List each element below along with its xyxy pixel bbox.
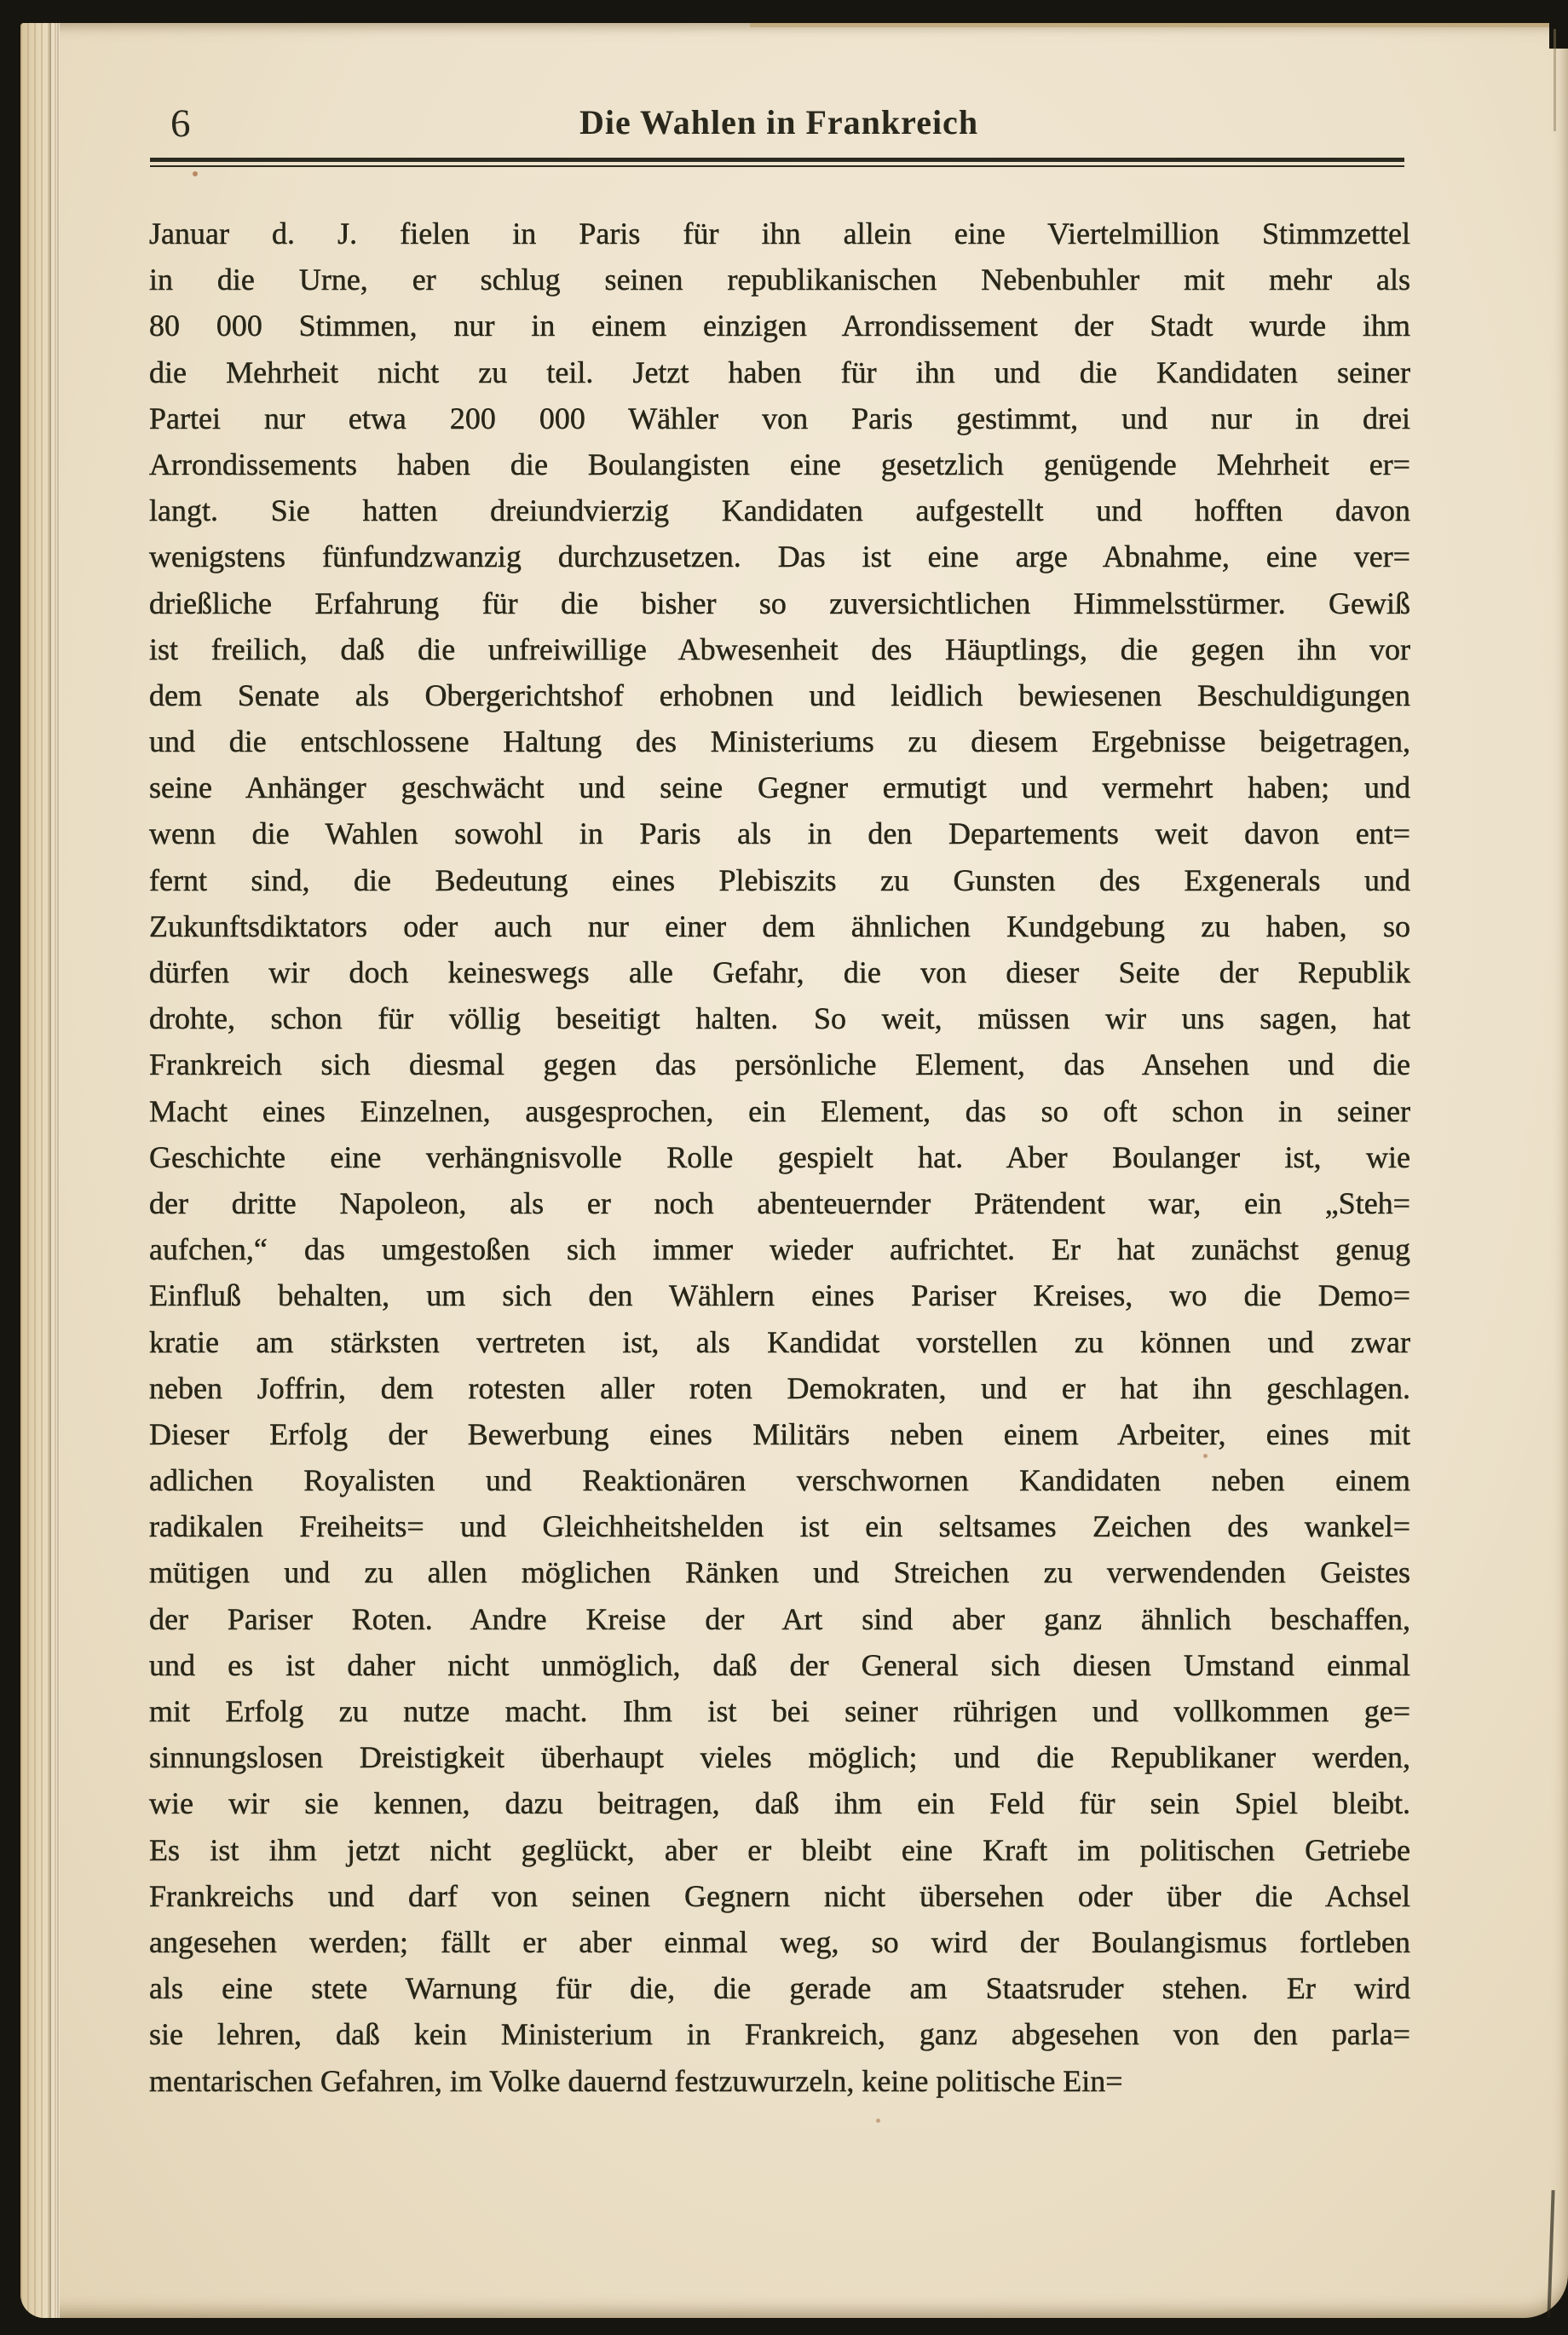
text-line: wenigstens fünfundzwanzig durchzusetzen. Das ist eine arge Abnahme, eine ver= [149,539,1410,574]
text-line: in die Urne, er schlug seinen republikanischen Nebenbuhler mit mehr als [149,262,1410,297]
text-line: aufchen,“ das umgestoßen sich immer wieder aufrichtet. Er hat zunächst genug [149,1232,1410,1267]
text-line: mit Erfolg zu nutze macht. Ihm ist bei seiner rührigen und vollkommen ge= [149,1694,1410,1728]
text-line: wenn die Wahlen sowohl in Paris als in den Departements weit davon ent= [149,816,1410,851]
text-line: kratie am stärksten vertreten ist, als Kandidat vorstellen zu können und zwar [149,1324,1410,1359]
text-line: seine Anhänger geschwächt und seine Gegner ermutigt und vermehrt haben; und [149,770,1410,805]
foxing-speck [193,171,198,176]
header-rule-thin [150,165,1404,167]
text-line: sie lehren, daß kein Ministerium in Frankreich, ganz abgesehen von den parla= [149,2017,1410,2052]
foxing-speck [876,2119,880,2123]
text-line: fernt sind, die Bedeutung eines Plebiszits zu Gunsten des Exgenerals und [149,862,1410,897]
text-line: dürfen wir doch keineswegs alle Gefahr, die von dieser Seite der Republik [149,955,1410,989]
header-rule-thick [150,158,1404,162]
text-line: mütigen und zu allen möglichen Ränken und Streichen zu verwendenden Geistes [149,1555,1410,1590]
page-stack-line [49,23,51,2318]
text-line: Es ist ihm jetzt nicht geglückt, aber er bleibt eine Kraft im politischen Getriebe [149,1832,1410,1867]
background-corner [1549,23,1568,49]
text-line: dem Senate als Obergerichtshof erhobnen und leidlich bewiesenen Beschuldigungen [149,677,1410,712]
text-line: ist freilich, daß die unfreiwillige Abwesenheit des Häuptlings, die gegen ihn vor [149,631,1410,666]
text-line: drohte, schon für völlig beseitigt halten. So weit, müssen wir uns sagen, hat [149,1001,1410,1036]
page-right-edge-shadow [1554,29,1556,131]
text-line: und es ist daher nicht unmöglich, daß der General sich diesen Umstand einmal [149,1647,1410,1682]
text-line: langt. Sie hatten dreiundvierzig Kandidaten aufgestellt und hofften davon [149,493,1410,528]
page-top-edge [750,23,1568,27]
text-line: die Mehrheit nicht zu teil. Jetzt haben für ihn und die Kandidaten seiner [149,355,1410,389]
text-line: Frankreichs und darf von seinen Gegnern nicht übersehen oder über die Achsel [149,1878,1410,1913]
text-line: Januar d. J. fielen in Paris für ihn allein eine Viertelmillion Stimmzettel [149,216,1410,251]
text-line: Macht eines Einzelnen, ausgesprochen, ein Element, das so oft schon in seiner [149,1093,1410,1128]
text-line: 80 000 Stimmen, nur in einem einzigen Arrondissement der Stadt wurde ihm [149,308,1410,343]
text-line: sinnungslosen Dreistigkeit überhaupt vieles möglich; und die Republikaner werden, [149,1740,1410,1775]
page-stack-line [57,23,59,2318]
text-line: Partei nur etwa 200 000 Wähler von Paris gestimmt, und nur in drei [149,401,1410,435]
text-line: adlichen Royalisten und Reaktionären verschwornen Kandidaten neben einem [149,1463,1410,1498]
text-line: angesehen werden; fällt er aber einmal weg, so wird der Boulangismus fortleben [149,1924,1410,1959]
body-text [149,210,1410,2104]
text-line: Einfluß behalten, um sich den Wählern eines Pariser Kreises, wo die Demo= [149,1278,1410,1313]
text-line: drießliche Erfahrung für die bisher so zuversichtlichen Himmelsstürmer. Gewiß [149,585,1410,620]
text-line: Dieser Erfolg der Bewerbung eines Militärs neben einem Arbeiter, eines mit [149,1416,1410,1451]
text-line: der Pariser Roten. Andre Kreise der Art sind aber ganz ähnlich beschaffen, [149,1601,1410,1636]
text-line: Geschichte eine verhängnisvolle Rolle gespielt hat. Aber Boulanger ist, wie [149,1139,1410,1174]
text-line: der dritte Napoleon, als er noch abenteuernder Prätendent war, ein „Steh= [149,1185,1410,1220]
text-line: radikalen Freiheits= und Gleichheitshelden ist ein seltsames Zeichen des wankel= [149,1509,1410,1544]
text-line: und die entschlossene Haltung des Ministeriums zu diesem Ergebnisse beigetragen, [149,724,1410,759]
text-line: neben Joffrin, dem rotesten aller roten Demokraten, und er hat ihn geschlagen. [149,1370,1410,1405]
text-line: Arrondissements haben die Boulangisten eine gesetzlich genügende Mehrheit er= [149,447,1410,481]
text-line: wie wir sie kennen, dazu beitragen, daß ihm ein Feld für sein Spiel bleibt. [149,1786,1410,1821]
text-line: mentarischen Gefahren, im Volke dauernd festzuwurzeln, keine politische Ein= [149,2063,1123,2098]
text-line: Zukunftsdiktators oder auch nur einer dem ähnlichen Kundgebung zu haben, so [149,908,1410,943]
page-edge-stack [20,23,60,2318]
running-header-title: Die Wahlen in Frankreich [579,103,979,141]
text-line: als eine stete Warnung für die, die gerade am Staatsruder stehen. Er wird [149,1971,1410,2006]
page-number: 6 [170,101,191,146]
text-line: Frankreich sich diesmal gegen das persönliche Element, das Ansehen und die [149,1047,1410,1082]
